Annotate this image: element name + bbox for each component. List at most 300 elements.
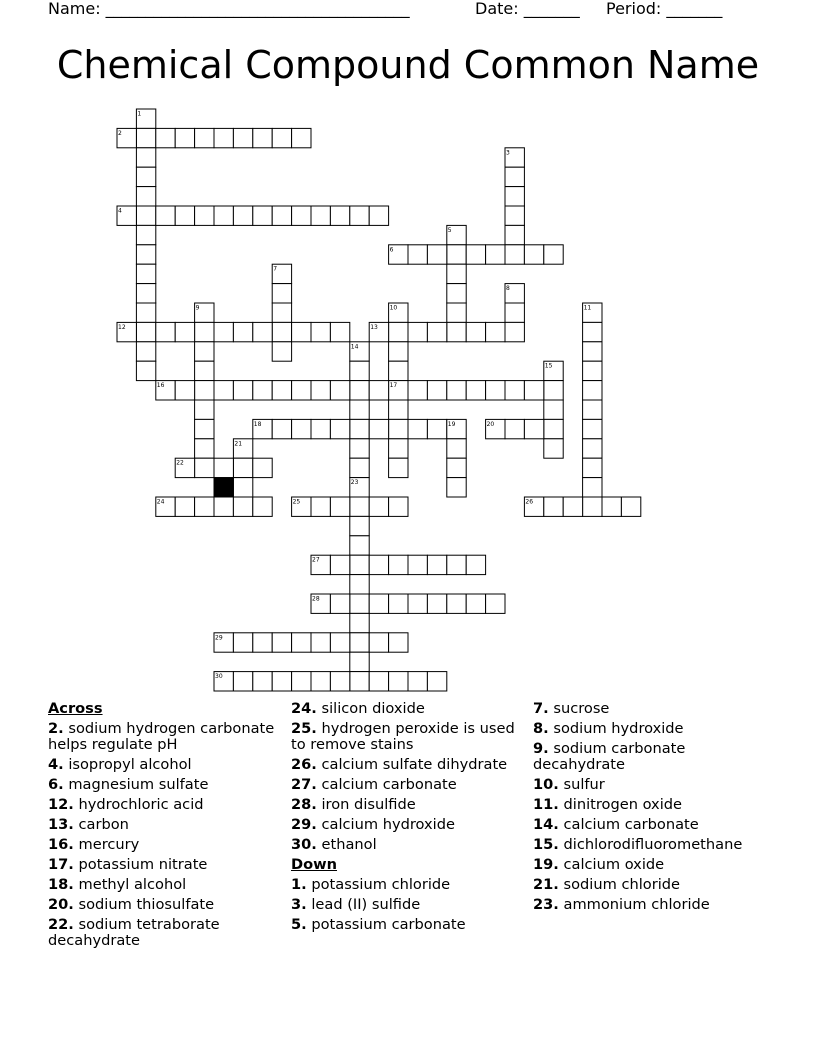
clue-item-text: sodium hydrogen carbonate helps regulate pH xyxy=(48,720,275,753)
clue-number: 18 xyxy=(253,420,262,428)
grid-cell[interactable] xyxy=(233,497,252,516)
clue-number: 15 xyxy=(544,362,553,370)
grid-cell[interactable] xyxy=(505,419,524,438)
grid-cell[interactable] xyxy=(233,633,252,652)
grid-cell[interactable] xyxy=(505,187,524,206)
clue-item xyxy=(291,837,523,853)
clue-item-number: 6. xyxy=(48,776,64,793)
grid-cell[interactable] xyxy=(195,497,214,516)
clue-item-number: 5. xyxy=(291,916,307,933)
grid-cell[interactable] xyxy=(195,381,214,400)
grid-cell[interactable] xyxy=(311,419,330,438)
clue-item-text: lead (II) sulfide xyxy=(306,896,421,913)
grid-cell[interactable] xyxy=(350,536,369,555)
grid-cell[interactable] xyxy=(272,303,291,322)
clue-item-number: 29. xyxy=(291,816,317,833)
clue-item-number: 7. xyxy=(533,700,549,717)
grid-cell[interactable] xyxy=(233,206,252,225)
clue-item xyxy=(48,757,276,773)
clue-item-number: 25. xyxy=(291,720,317,737)
clue-item xyxy=(533,877,773,893)
clue-item-text: sucrose xyxy=(548,700,610,717)
grid-cell[interactable] xyxy=(350,594,369,613)
grid-cell[interactable] xyxy=(408,555,427,574)
clue-item xyxy=(533,797,773,813)
grid-cell[interactable] xyxy=(233,128,252,147)
grid-cell[interactable] xyxy=(330,594,349,613)
grid-cell[interactable] xyxy=(272,342,291,361)
grid-cell[interactable] xyxy=(253,206,272,225)
clue-item-text: methyl alcohol xyxy=(73,876,187,893)
clue-number: 2 xyxy=(118,129,122,137)
grid-cell[interactable] xyxy=(156,206,175,225)
clue-item-number: 22. xyxy=(48,916,74,933)
grid-cell[interactable] xyxy=(214,206,233,225)
clue-item-text: carbon xyxy=(73,816,129,833)
grid-cell[interactable] xyxy=(369,381,388,400)
clue-number: 20 xyxy=(486,420,495,428)
clue-item xyxy=(533,701,773,717)
clue-item xyxy=(48,857,276,873)
clue-item-number: 28. xyxy=(291,796,317,813)
grid-cell[interactable] xyxy=(389,400,408,419)
grid-cell[interactable] xyxy=(330,633,349,652)
grid-cell[interactable] xyxy=(486,245,505,264)
page-title: Chemical Compound Common Name xyxy=(56,43,760,87)
grid-cell[interactable] xyxy=(136,225,155,244)
grid-cell[interactable] xyxy=(292,419,311,438)
clue-item xyxy=(48,917,276,949)
grid-cell[interactable] xyxy=(233,478,252,497)
grid-cell[interactable] xyxy=(195,400,214,419)
across-clue-list xyxy=(48,721,276,949)
grid-cell[interactable] xyxy=(350,206,369,225)
clue-number: 10 xyxy=(389,304,398,312)
grid-cell[interactable] xyxy=(233,322,252,341)
grid-cell[interactable] xyxy=(311,633,330,652)
grid-cell[interactable] xyxy=(350,575,369,594)
grid-cell[interactable] xyxy=(583,497,602,516)
grid-cell[interactable] xyxy=(195,322,214,341)
grid-cell[interactable] xyxy=(389,458,408,477)
grid-cell[interactable] xyxy=(272,284,291,303)
grid-cell[interactable] xyxy=(389,419,408,438)
clue-number: 21 xyxy=(234,440,243,448)
clue-item xyxy=(48,797,276,813)
grid-cell[interactable] xyxy=(466,381,485,400)
grid-cell[interactable] xyxy=(447,245,466,264)
grid-cell[interactable] xyxy=(292,381,311,400)
across-heading: Across xyxy=(48,700,103,717)
clue-number: 29 xyxy=(215,634,223,642)
grid-cell[interactable] xyxy=(583,361,602,380)
grid-cell[interactable] xyxy=(136,187,155,206)
clue-number: 11 xyxy=(583,304,592,312)
clue-item xyxy=(291,897,523,913)
clue-item-number: 20. xyxy=(48,896,74,913)
clue-number: 9 xyxy=(195,304,200,312)
grid-cell[interactable] xyxy=(350,516,369,535)
grid-cell[interactable] xyxy=(563,497,582,516)
grid-cell[interactable] xyxy=(292,128,311,147)
grid-cell[interactable] xyxy=(136,245,155,264)
grid-cell[interactable] xyxy=(389,361,408,380)
grid-cell[interactable] xyxy=(466,245,485,264)
grid-cell[interactable] xyxy=(292,633,311,652)
clue-item-text: ammonium chloride xyxy=(558,896,710,913)
clues-column-1 xyxy=(48,701,276,953)
clue-item xyxy=(291,917,523,933)
clue-item-text: potassium nitrate xyxy=(73,856,208,873)
grid-cell[interactable] xyxy=(408,594,427,613)
grid-cell[interactable] xyxy=(330,381,349,400)
down-clue-list xyxy=(291,877,523,933)
grid-cell[interactable] xyxy=(175,128,194,147)
grid-cell[interactable] xyxy=(136,206,155,225)
grid-cell[interactable] xyxy=(505,206,524,225)
clue-item xyxy=(291,757,523,773)
clue-item-text: calcium oxide xyxy=(558,856,665,873)
grid-cell[interactable] xyxy=(427,322,446,341)
grid-cell[interactable] xyxy=(466,594,485,613)
grid-cell[interactable] xyxy=(369,555,388,574)
grid-cell[interactable] xyxy=(253,322,272,341)
grid-cell[interactable] xyxy=(350,633,369,652)
clue-item-text: dinitrogen oxide xyxy=(558,796,682,813)
grid-cell[interactable] xyxy=(272,322,291,341)
clue-item-text: hydrogen peroxide is used to remove stains xyxy=(291,720,515,753)
grid-cell[interactable] xyxy=(389,633,408,652)
grid-cell[interactable] xyxy=(544,381,563,400)
clue-item-number: 18. xyxy=(48,876,74,893)
grid-cell[interactable] xyxy=(214,128,233,147)
grid-cell[interactable] xyxy=(389,594,408,613)
grid-cell[interactable] xyxy=(350,555,369,574)
grid-cell[interactable] xyxy=(156,128,175,147)
clue-item-number: 26. xyxy=(291,756,317,773)
grid-cell[interactable] xyxy=(389,439,408,458)
grid-cell[interactable] xyxy=(350,361,369,380)
clue-item-text: silicon dioxide xyxy=(316,700,425,717)
grid-cell[interactable] xyxy=(175,497,194,516)
clue-number: 4 xyxy=(118,207,122,215)
grid-cell[interactable] xyxy=(505,225,524,244)
grid-cell[interactable] xyxy=(602,497,621,516)
clue-number: 28 xyxy=(312,595,320,603)
clue-item xyxy=(533,741,773,773)
grid-cell[interactable] xyxy=(369,206,388,225)
grid-cell[interactable] xyxy=(369,633,388,652)
grid-cell[interactable] xyxy=(447,264,466,283)
grid-cell[interactable] xyxy=(408,419,427,438)
grid-cell[interactable] xyxy=(466,322,485,341)
grid-cell[interactable] xyxy=(233,458,252,477)
grid-cell[interactable] xyxy=(175,322,194,341)
grid-cell[interactable] xyxy=(427,419,446,438)
clue-item-text: isopropyl alcohol xyxy=(63,756,192,773)
grid-cell[interactable] xyxy=(214,322,233,341)
clue-item xyxy=(533,777,773,793)
grid-cell[interactable] xyxy=(486,381,505,400)
grid-cell[interactable] xyxy=(136,167,155,186)
clue-number: 27 xyxy=(312,556,320,564)
grid-cell[interactable] xyxy=(583,322,602,341)
clue-item-text: mercury xyxy=(73,836,140,853)
grid-cell[interactable] xyxy=(505,381,524,400)
grid-cell[interactable] xyxy=(136,148,155,167)
grid-cell[interactable] xyxy=(253,633,272,652)
grid-cell[interactable] xyxy=(447,458,466,477)
clue-item-number: 1. xyxy=(291,876,307,893)
grid-cell[interactable] xyxy=(350,439,369,458)
clue-item-text: sodium hydroxide xyxy=(548,720,684,737)
clue-item-number: 3. xyxy=(291,896,307,913)
grid-cell[interactable] xyxy=(272,206,291,225)
clue-item xyxy=(291,877,523,893)
grid-cell[interactable] xyxy=(524,381,543,400)
grid-cell[interactable] xyxy=(195,128,214,147)
grid-cell[interactable] xyxy=(466,555,485,574)
clue-item-text: calcium carbonate xyxy=(558,816,699,833)
grid-cell[interactable] xyxy=(136,322,155,341)
grid-cell[interactable] xyxy=(195,206,214,225)
grid-cell[interactable] xyxy=(447,284,466,303)
clue-number: 8 xyxy=(506,285,510,293)
clue-item-text: sodium tetraborate decahydrate xyxy=(48,916,220,949)
grid-cell[interactable] xyxy=(427,672,446,691)
grid-cell[interactable] xyxy=(156,322,175,341)
grid-cell[interactable] xyxy=(524,419,543,438)
grid-cell[interactable] xyxy=(195,439,214,458)
grid-cell[interactable] xyxy=(330,672,349,691)
grid-cell[interactable] xyxy=(408,245,427,264)
grid-cell[interactable] xyxy=(253,381,272,400)
grid-cell[interactable] xyxy=(311,497,330,516)
clue-item xyxy=(291,777,523,793)
grid-cell[interactable] xyxy=(330,555,349,574)
clue-item xyxy=(48,837,276,853)
grid-cell[interactable] xyxy=(195,458,214,477)
grid-cell[interactable] xyxy=(583,381,602,400)
clue-number: 6 xyxy=(389,246,394,254)
grid-cell[interactable] xyxy=(214,381,233,400)
grid-cell[interactable] xyxy=(253,672,272,691)
clue-item-number: 27. xyxy=(291,776,317,793)
clue-number: 3 xyxy=(506,149,510,157)
clue-number: 5 xyxy=(447,226,452,234)
across-clue-list-continued xyxy=(291,701,523,853)
grid-cell[interactable] xyxy=(292,322,311,341)
grid-cell[interactable] xyxy=(195,361,214,380)
grid-cell[interactable] xyxy=(330,497,349,516)
grid-cell[interactable] xyxy=(311,322,330,341)
grid-cell[interactable] xyxy=(350,652,369,671)
clue-item-text: sodium thiosulfate xyxy=(73,896,215,913)
grid-cell[interactable] xyxy=(136,303,155,322)
grid-cell[interactable] xyxy=(311,672,330,691)
clue-item-text: calcium carbonate xyxy=(316,776,457,793)
clue-item-number: 2. xyxy=(48,720,64,737)
grid-cell[interactable] xyxy=(408,322,427,341)
clue-item-number: 8. xyxy=(533,720,549,737)
grid-cell[interactable] xyxy=(505,322,524,341)
grid-cell[interactable] xyxy=(369,497,388,516)
clue-number: 25 xyxy=(292,498,301,506)
clues-column-2 xyxy=(291,701,523,937)
clue-item xyxy=(48,777,276,793)
clue-number: 13 xyxy=(370,323,378,331)
grid-cell[interactable] xyxy=(447,303,466,322)
clue-number: 14 xyxy=(350,343,359,351)
grid-cell[interactable] xyxy=(350,497,369,516)
grid-cell[interactable] xyxy=(311,206,330,225)
clue-item-number: 4. xyxy=(48,756,64,773)
grid-cell[interactable] xyxy=(389,672,408,691)
grid-cell[interactable] xyxy=(447,478,466,497)
grid-cell[interactable] xyxy=(253,458,272,477)
grid-cell[interactable] xyxy=(311,381,330,400)
grid-cell[interactable] xyxy=(272,672,291,691)
grid-cell[interactable] xyxy=(544,400,563,419)
grid-cell[interactable] xyxy=(253,128,272,147)
grid-cell[interactable] xyxy=(447,594,466,613)
grid-cell[interactable] xyxy=(214,458,233,477)
clue-item-text: sodium carbonate decahydrate xyxy=(533,740,686,773)
grid-cell[interactable] xyxy=(544,439,563,458)
clue-number: 30 xyxy=(215,673,223,681)
grid-cell[interactable] xyxy=(272,419,291,438)
grid-cell[interactable] xyxy=(524,245,543,264)
clue-item xyxy=(291,721,523,753)
grid-cell[interactable] xyxy=(583,342,602,361)
grid-cell[interactable] xyxy=(350,458,369,477)
clue-item xyxy=(533,857,773,873)
grid-cell[interactable] xyxy=(136,342,155,361)
grid-cell[interactable] xyxy=(195,419,214,438)
grid-cell[interactable] xyxy=(427,555,446,574)
clue-item-number: 9. xyxy=(533,740,549,757)
clue-number: 23 xyxy=(350,479,359,487)
grid-cell[interactable] xyxy=(350,419,369,438)
grid-cell[interactable] xyxy=(214,497,233,516)
grid-cell[interactable] xyxy=(136,128,155,147)
clue-item-number: 10. xyxy=(533,776,559,793)
grid-cell[interactable] xyxy=(544,419,563,438)
grid-cell[interactable] xyxy=(330,322,349,341)
clue-item xyxy=(48,897,276,913)
grid-cell[interactable] xyxy=(544,497,563,516)
grid-cell[interactable] xyxy=(486,322,505,341)
grid-cell[interactable] xyxy=(136,361,155,380)
grid-cell[interactable] xyxy=(350,613,369,632)
clue-item xyxy=(291,817,523,833)
grid-cell[interactable] xyxy=(350,381,369,400)
grid-cell[interactable] xyxy=(408,672,427,691)
clue-item-text: magnesium sulfate xyxy=(63,776,209,793)
grid-cell[interactable] xyxy=(427,594,446,613)
clues-column-3 xyxy=(533,701,773,917)
grid-cell[interactable] xyxy=(447,555,466,574)
grid-cell[interactable] xyxy=(505,167,524,186)
grid-cell[interactable] xyxy=(389,342,408,361)
grid-cell[interactable] xyxy=(350,400,369,419)
grid-cell[interactable] xyxy=(583,478,602,497)
clue-item-text: ethanol xyxy=(316,836,377,853)
grid-cell[interactable] xyxy=(330,206,349,225)
down-heading: Down xyxy=(291,856,338,873)
clue-item-number: 19. xyxy=(533,856,559,873)
clue-item xyxy=(48,817,276,833)
clue-item-number: 24. xyxy=(291,700,317,717)
clue-item-number: 13. xyxy=(48,816,74,833)
clue-item xyxy=(48,721,276,753)
grid-cell[interactable] xyxy=(369,419,388,438)
grid-cell[interactable] xyxy=(272,633,291,652)
grid-cell[interactable] xyxy=(233,672,252,691)
grid-cell[interactable] xyxy=(583,439,602,458)
grid-cell[interactable] xyxy=(621,497,640,516)
clue-number: 26 xyxy=(525,498,534,506)
clue-item-text: hydrochloric acid xyxy=(73,796,204,813)
clue-number: 22 xyxy=(176,459,184,467)
grid-cell[interactable] xyxy=(505,303,524,322)
clue-number: 19 xyxy=(447,420,456,428)
grid-cell[interactable] xyxy=(408,381,427,400)
grid-cell[interactable] xyxy=(369,672,388,691)
grid-cell[interactable] xyxy=(292,206,311,225)
grid-cell[interactable] xyxy=(136,264,155,283)
clue-item-text: dichlorodifluoromethane xyxy=(558,836,743,853)
grid-cell[interactable] xyxy=(389,497,408,516)
grid-cell[interactable] xyxy=(272,381,291,400)
grid-cell[interactable] xyxy=(369,594,388,613)
grid-cell[interactable] xyxy=(136,284,155,303)
grid-cell[interactable] xyxy=(195,342,214,361)
grid-cell[interactable] xyxy=(427,245,446,264)
grid-cell[interactable] xyxy=(447,381,466,400)
clue-number: 24 xyxy=(156,498,165,506)
grid-cell[interactable] xyxy=(486,594,505,613)
grid-cell[interactable] xyxy=(389,555,408,574)
grid-cell[interactable] xyxy=(330,419,349,438)
grid-cell[interactable] xyxy=(447,322,466,341)
grid-cell[interactable] xyxy=(389,322,408,341)
clue-item-text: potassium carbonate xyxy=(306,916,466,933)
black-cell xyxy=(214,478,233,497)
grid-cell[interactable] xyxy=(175,206,194,225)
clue-number: 1 xyxy=(137,110,142,118)
grid-cell[interactable] xyxy=(253,497,272,516)
clue-item-number: 23. xyxy=(533,896,559,913)
grid-cell[interactable] xyxy=(350,672,369,691)
name-field: Name: ______________________________________ xyxy=(48,0,410,18)
grid-cell[interactable] xyxy=(427,381,446,400)
grid-cell[interactable] xyxy=(583,458,602,477)
grid-cell[interactable] xyxy=(292,672,311,691)
grid-cell[interactable] xyxy=(175,381,194,400)
grid-cell[interactable] xyxy=(505,245,524,264)
grid-cell[interactable] xyxy=(233,381,252,400)
clue-number: 12 xyxy=(118,323,126,331)
clue-item-number: 21. xyxy=(533,876,559,893)
grid-cell[interactable] xyxy=(447,439,466,458)
date-field: Date: _______ xyxy=(475,0,580,18)
grid-cell[interactable] xyxy=(583,419,602,438)
grid-cell[interactable] xyxy=(583,400,602,419)
period-field: Period: _______ xyxy=(606,0,723,18)
grid-cell[interactable] xyxy=(272,128,291,147)
grid-cell[interactable] xyxy=(544,245,563,264)
